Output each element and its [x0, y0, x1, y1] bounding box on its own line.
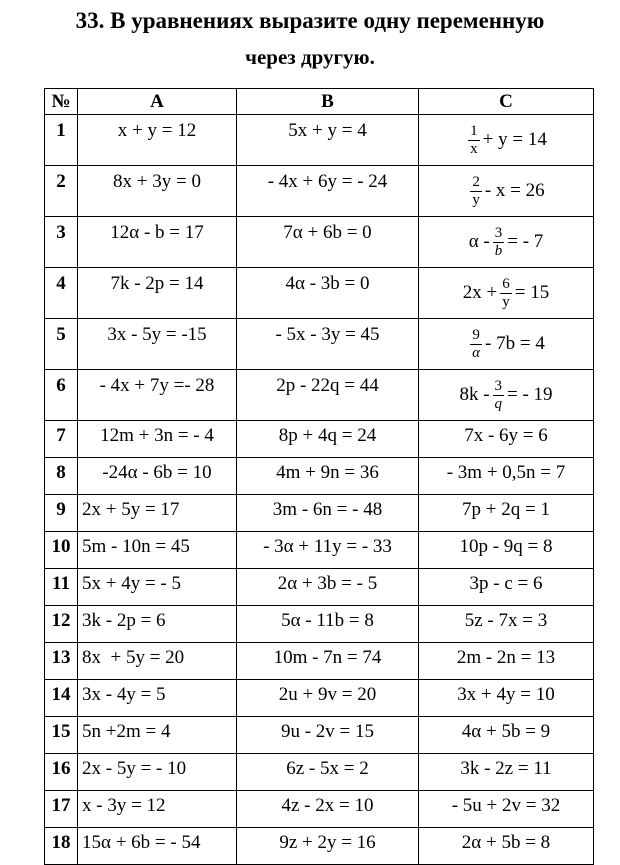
row-number: 8: [45, 458, 78, 495]
page-title: [0, 6, 620, 72]
row-number: 9: [45, 495, 78, 532]
cell-c: [419, 115, 594, 166]
table-row: [45, 370, 594, 421]
cell-b: 4z - 2x = 10: [237, 791, 419, 828]
cell-c: [419, 370, 594, 421]
fraction-numerator: 9: [472, 326, 480, 343]
cell-c-suffix: = - 7: [507, 230, 544, 252]
fraction-denominator: α: [472, 344, 481, 361]
fraction-numerator: 3: [494, 377, 503, 394]
row-number: 12: [45, 606, 78, 643]
fraction-numerator: 3: [494, 224, 503, 241]
fraction: [470, 175, 482, 208]
cell-b: 2p - 22q = 44: [237, 370, 419, 421]
cell-c-suffix: - 7b = 4: [485, 332, 545, 354]
cell-a: 5m - 10n = 45: [78, 532, 237, 569]
fraction: [468, 124, 480, 157]
cell-c: 2m - 2n = 13: [419, 643, 594, 680]
cell-a: 15α + 6b = - 54: [78, 828, 237, 865]
cell-a: 2x - 5y = - 10: [78, 754, 237, 791]
table-row: [45, 680, 594, 717]
cell-c-suffix: + y = 14: [482, 128, 547, 150]
cell-c: 10p - 9q = 8: [419, 532, 594, 569]
cell-a: 7k - 2p = 14: [78, 268, 237, 319]
table-row: [45, 166, 594, 217]
table-row: [45, 268, 594, 319]
header-row: [45, 89, 594, 115]
fraction: [500, 277, 512, 310]
table-row: [45, 828, 594, 865]
cell-b: 7α + 6b = 0: [237, 217, 419, 268]
table-row: [45, 421, 594, 458]
cell-c: 3k - 2z = 11: [419, 754, 594, 791]
table-row: [45, 532, 594, 569]
cell-c: [419, 166, 594, 217]
cell-b: 2α + 3b = - 5: [237, 569, 419, 606]
cell-c-suffix: - x = 26: [484, 179, 545, 201]
row-number: 5: [45, 319, 78, 370]
cell-c: 2α + 5b = 8: [419, 828, 594, 865]
equations-table: [44, 88, 594, 865]
cell-a: 5n +2m = 4: [78, 717, 237, 754]
cell-c: 3x + 4y = 10: [419, 680, 594, 717]
cell-c: 7p + 2q = 1: [419, 495, 594, 532]
table-row: [45, 754, 594, 791]
cell-a: 2x + 5y = 17: [78, 495, 237, 532]
cell-a: 3x - 5y = -15: [78, 319, 237, 370]
cell-b: 9z + 2y = 16: [237, 828, 419, 865]
cell-c-suffix: = - 19: [507, 383, 553, 405]
cell-c: [419, 217, 594, 268]
cell-a: x - 3y = 12: [78, 791, 237, 828]
cell-c: 5z - 7x = 3: [419, 606, 594, 643]
cell-b: 3m - 6n = - 48: [237, 495, 419, 532]
fraction-denominator: b: [494, 242, 503, 259]
cell-b: 10m - 7n = 74: [237, 643, 419, 680]
row-number: 17: [45, 791, 78, 828]
table-row: [45, 717, 594, 754]
cell-b: 6z - 5x = 2: [237, 754, 419, 791]
cell-a: 8x + 3y = 0: [78, 166, 237, 217]
cell-b: 8p + 4q = 24: [237, 421, 419, 458]
cell-a: -24α - 6b = 10: [78, 458, 237, 495]
cell-b: - 5x - 3y = 45: [237, 319, 419, 370]
fraction: [493, 226, 505, 259]
row-number: 15: [45, 717, 78, 754]
title-line-2: через другую.: [245, 45, 375, 69]
cell-b: 4m + 9n = 36: [237, 458, 419, 495]
cell-b: 4α - 3b = 0: [237, 268, 419, 319]
cell-c: [419, 268, 594, 319]
table-row: [45, 319, 594, 370]
cell-c: 4α + 5b = 9: [419, 717, 594, 754]
fraction-denominator: y: [472, 191, 480, 208]
cell-c: - 3m + 0,5n = 7: [419, 458, 594, 495]
cell-a: 12α - b = 17: [78, 217, 237, 268]
fraction-numerator: 1: [470, 122, 478, 139]
cell-b: 5x + y = 4: [237, 115, 419, 166]
row-number: 11: [45, 569, 78, 606]
cell-c: [419, 319, 594, 370]
cell-a: - 4x + 7y =- 28: [78, 370, 237, 421]
row-number: 18: [45, 828, 78, 865]
row-number: 1: [45, 115, 78, 166]
fraction-denominator: q: [494, 395, 503, 412]
table-row: [45, 115, 594, 166]
cell-b: - 3α + 11y = - 33: [237, 532, 419, 569]
cell-c: 7x - 6y = 6: [419, 421, 594, 458]
cell-c-prefix: 8k -: [459, 383, 490, 405]
fraction-denominator: y: [502, 293, 510, 310]
row-number: 14: [45, 680, 78, 717]
row-number: 2: [45, 166, 78, 217]
table-row: [45, 606, 594, 643]
cell-c: - 5u + 2v = 32: [419, 791, 594, 828]
header-number: №: [45, 89, 78, 115]
fraction: [470, 328, 482, 361]
cell-a: 12m + 3n = - 4: [78, 421, 237, 458]
table-row: [45, 569, 594, 606]
row-number: 13: [45, 643, 78, 680]
cell-a: 5x + 4y = - 5: [78, 569, 237, 606]
cell-a: 3k - 2p = 6: [78, 606, 237, 643]
cell-b: 9u - 2v = 15: [237, 717, 419, 754]
cell-c-suffix: = 15: [514, 281, 550, 303]
row-number: 6: [45, 370, 78, 421]
table-row: [45, 643, 594, 680]
cell-a: 3x - 4y = 5: [78, 680, 237, 717]
cell-b: - 4x + 6y = - 24: [237, 166, 419, 217]
cell-c-prefix: α -: [468, 230, 490, 252]
row-number: 3: [45, 217, 78, 268]
fraction-numerator: 2: [472, 173, 480, 190]
row-number: 10: [45, 532, 78, 569]
row-number: 4: [45, 268, 78, 319]
cell-a: x + y = 12: [78, 115, 237, 166]
header-a: A: [78, 89, 237, 115]
cell-b: 2u + 9v = 20: [237, 680, 419, 717]
fraction-denominator: x: [470, 140, 478, 157]
cell-b: 5α - 11b = 8: [237, 606, 419, 643]
table-row: [45, 458, 594, 495]
cell-c-prefix: 2x +: [462, 281, 498, 303]
fraction: [493, 379, 505, 412]
fraction-numerator: 6: [502, 275, 510, 292]
row-number: 7: [45, 421, 78, 458]
table-row: [45, 217, 594, 268]
cell-a: 8x + 5y = 20: [78, 643, 237, 680]
table-row: [45, 791, 594, 828]
header-c: C: [419, 89, 594, 115]
table-row: [45, 495, 594, 532]
title-line-1: 33. В уравнениях выразите одну переменную: [75, 8, 545, 33]
header-b: B: [237, 89, 419, 115]
row-number: 16: [45, 754, 78, 791]
cell-c: 3p - c = 6: [419, 569, 594, 606]
